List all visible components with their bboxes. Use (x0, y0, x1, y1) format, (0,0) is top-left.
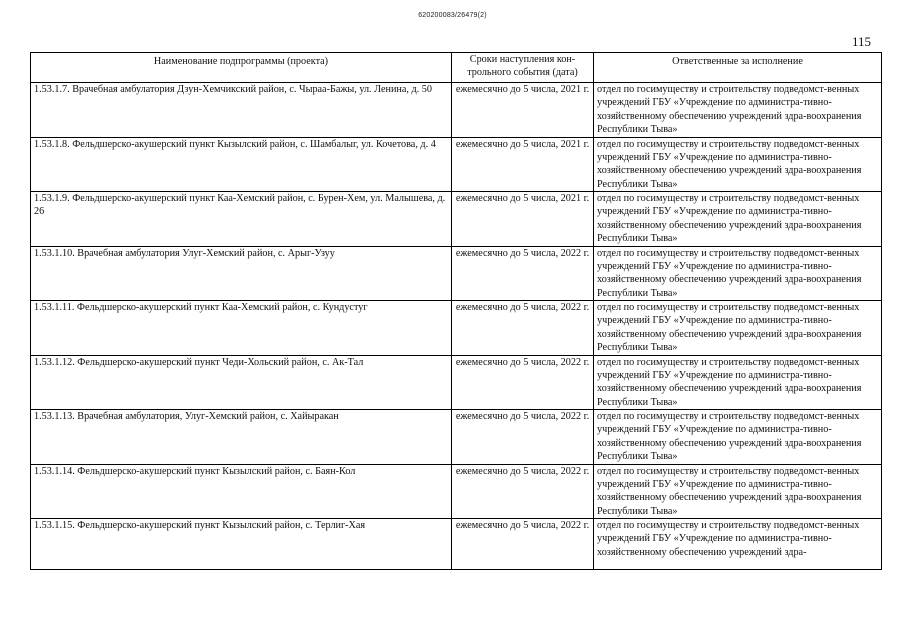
row-name: 1.53.1.9. Фельдшерско-акушерский пункт Каа-Хемский район, с. Бурен-Хем, ул. Малышева, д. 26 (31, 192, 452, 247)
row-deadline: ежемесячно до 5 числа, 2022 г. (452, 410, 594, 465)
row-deadline: ежемесячно до 5 числа, 2021 г. (452, 137, 594, 192)
row-name: 1.53.1.14. Фельдшерско-акушерский пункт Кызылский район, с. Баян-Кол (31, 464, 452, 519)
program-table (30, 52, 882, 570)
row-responsible (594, 246, 882, 301)
row-responsible (594, 301, 882, 356)
header-responsible: Ответственные за исполнение (594, 53, 882, 83)
table-header-row (31, 53, 882, 83)
table-row (31, 137, 882, 192)
row-name: 1.53.1.12. Фельдшерско-акушерский пункт Чеди-Хольский район, с. Ак-Тал (31, 355, 452, 410)
row-responsible-text: отдел по госимуществу и строительству подведомст-венных учреждений ГБУ «Учреждение по администра-тивно-хозяйственному обеспечению учреждений здра-воохранения Республики Тыва» (597, 356, 862, 408)
table-row (31, 246, 882, 301)
row-responsible (594, 137, 882, 192)
table-row (31, 464, 882, 519)
table-row (31, 83, 882, 138)
row-responsible-text: отдел по госимуществу и строительству подведомст-венных учреждений ГБУ «Учреждение по администра-тивно-хозяйственному обеспечению учреждений здра-воохранения Республики Тыва» (597, 193, 862, 245)
row-responsible-text: отдел по госимуществу и строительству подведомст-венных учреждений ГБУ «Учреждение по администра-тивно-хозяйственному обеспечению учреждений здра-воохранения Республики Тыва» (597, 302, 862, 354)
row-deadline: ежемесячно до 5 числа, 2021 г. (452, 83, 594, 138)
row-responsible (594, 355, 882, 410)
row-responsible-text: отдел по госимуществу и строительству подведомст-венных учреждений ГБУ «Учреждение по администра-тивно-хозяйственному обеспечению учреждений здра-воохранения Республики Тыва» (597, 84, 862, 136)
row-responsible-text: отдел по госимуществу и строительству подведомст-венных учреждений ГБУ «Учреждение по администра-тивно-хозяйственному обеспечению учреждений здра-воохранения Республики Тыва» (597, 247, 862, 299)
row-responsible (594, 192, 882, 247)
row-responsible (594, 410, 882, 465)
header-name: Наименование подпрограммы (проекта) (31, 53, 452, 83)
row-responsible-text: отдел по госимуществу и строительству подведомст-венных учреждений ГБУ «Учреждение по администра-тивно-хозяйственному обеспечению учреждений здра-воохранения Республики Тыва» (597, 138, 862, 190)
table-row (31, 301, 882, 356)
row-deadline: ежемесячно до 5 числа, 2022 г. (452, 246, 594, 301)
row-responsible (594, 464, 882, 519)
row-responsible (594, 519, 882, 570)
row-deadline: ежемесячно до 5 числа, 2022 г. (452, 355, 594, 410)
row-responsible-text: отдел по госимуществу и строительству подведомст-венных учреждений ГБУ «Учреждение по администра-тивно-хозяйственному обеспечению учреждений здра-воохранения Республики Тыва» (597, 411, 862, 463)
row-name: 1.53.1.10. Врачебная амбулатория Улуг-Хемский район, с. Арыг-Узуу (31, 246, 452, 301)
header-deadline: Сроки наступления кон-трольного события (дата) (452, 53, 594, 83)
row-name: 1.53.1.8. Фельдшерско-акушерский пункт Кызылский район, с. Шамбалыг, ул. Кочетова, д. 4 (31, 137, 452, 192)
document-id: 620200083/26479(2) (418, 12, 487, 19)
row-deadline: ежемесячно до 5 числа, 2022 г. (452, 519, 594, 570)
row-deadline: ежемесячно до 5 числа, 2021 г. (452, 192, 594, 247)
row-name: 1.53.1.13. Врачебная амбулатория, Улуг-Хемский район, с. Хайыракан (31, 410, 452, 465)
table-row (31, 410, 882, 465)
table-row (31, 192, 882, 247)
row-responsible-text: отдел по госимуществу и строительству подведомст-венных учреждений ГБУ «Учреждение по администра-тивно-хозяйственному обеспечению учреждений здра-воохранения Республики Тыва» (597, 465, 862, 517)
table-row (31, 519, 882, 570)
row-deadline: ежемесячно до 5 числа, 2022 г. (452, 464, 594, 519)
table-row (31, 355, 882, 410)
row-name: 1.53.1.11. Фельдшерско-акушерский пункт Каа-Хемский район, с. Кундустуг (31, 301, 452, 356)
row-name: 1.53.1.7. Врачебная амбулатория Дзун-Хемчикский район, с. Чыраа-Бажы, ул. Ленина, д. 50 (31, 83, 452, 138)
page-number: 115 (852, 34, 872, 49)
row-deadline: ежемесячно до 5 числа, 2022 г. (452, 301, 594, 356)
table-body (31, 83, 882, 570)
row-responsible (594, 83, 882, 138)
row-name: 1.53.1.15. Фельдшерско-акушерский пункт Кызылский район, с. Терлиг-Хая (31, 519, 452, 570)
row-responsible-text: отдел по госимуществу и строительству подведомст-венных учреждений ГБУ «Учреждение по администра-тивно-хозяйственному обеспечению учреждений здра- (597, 520, 860, 558)
